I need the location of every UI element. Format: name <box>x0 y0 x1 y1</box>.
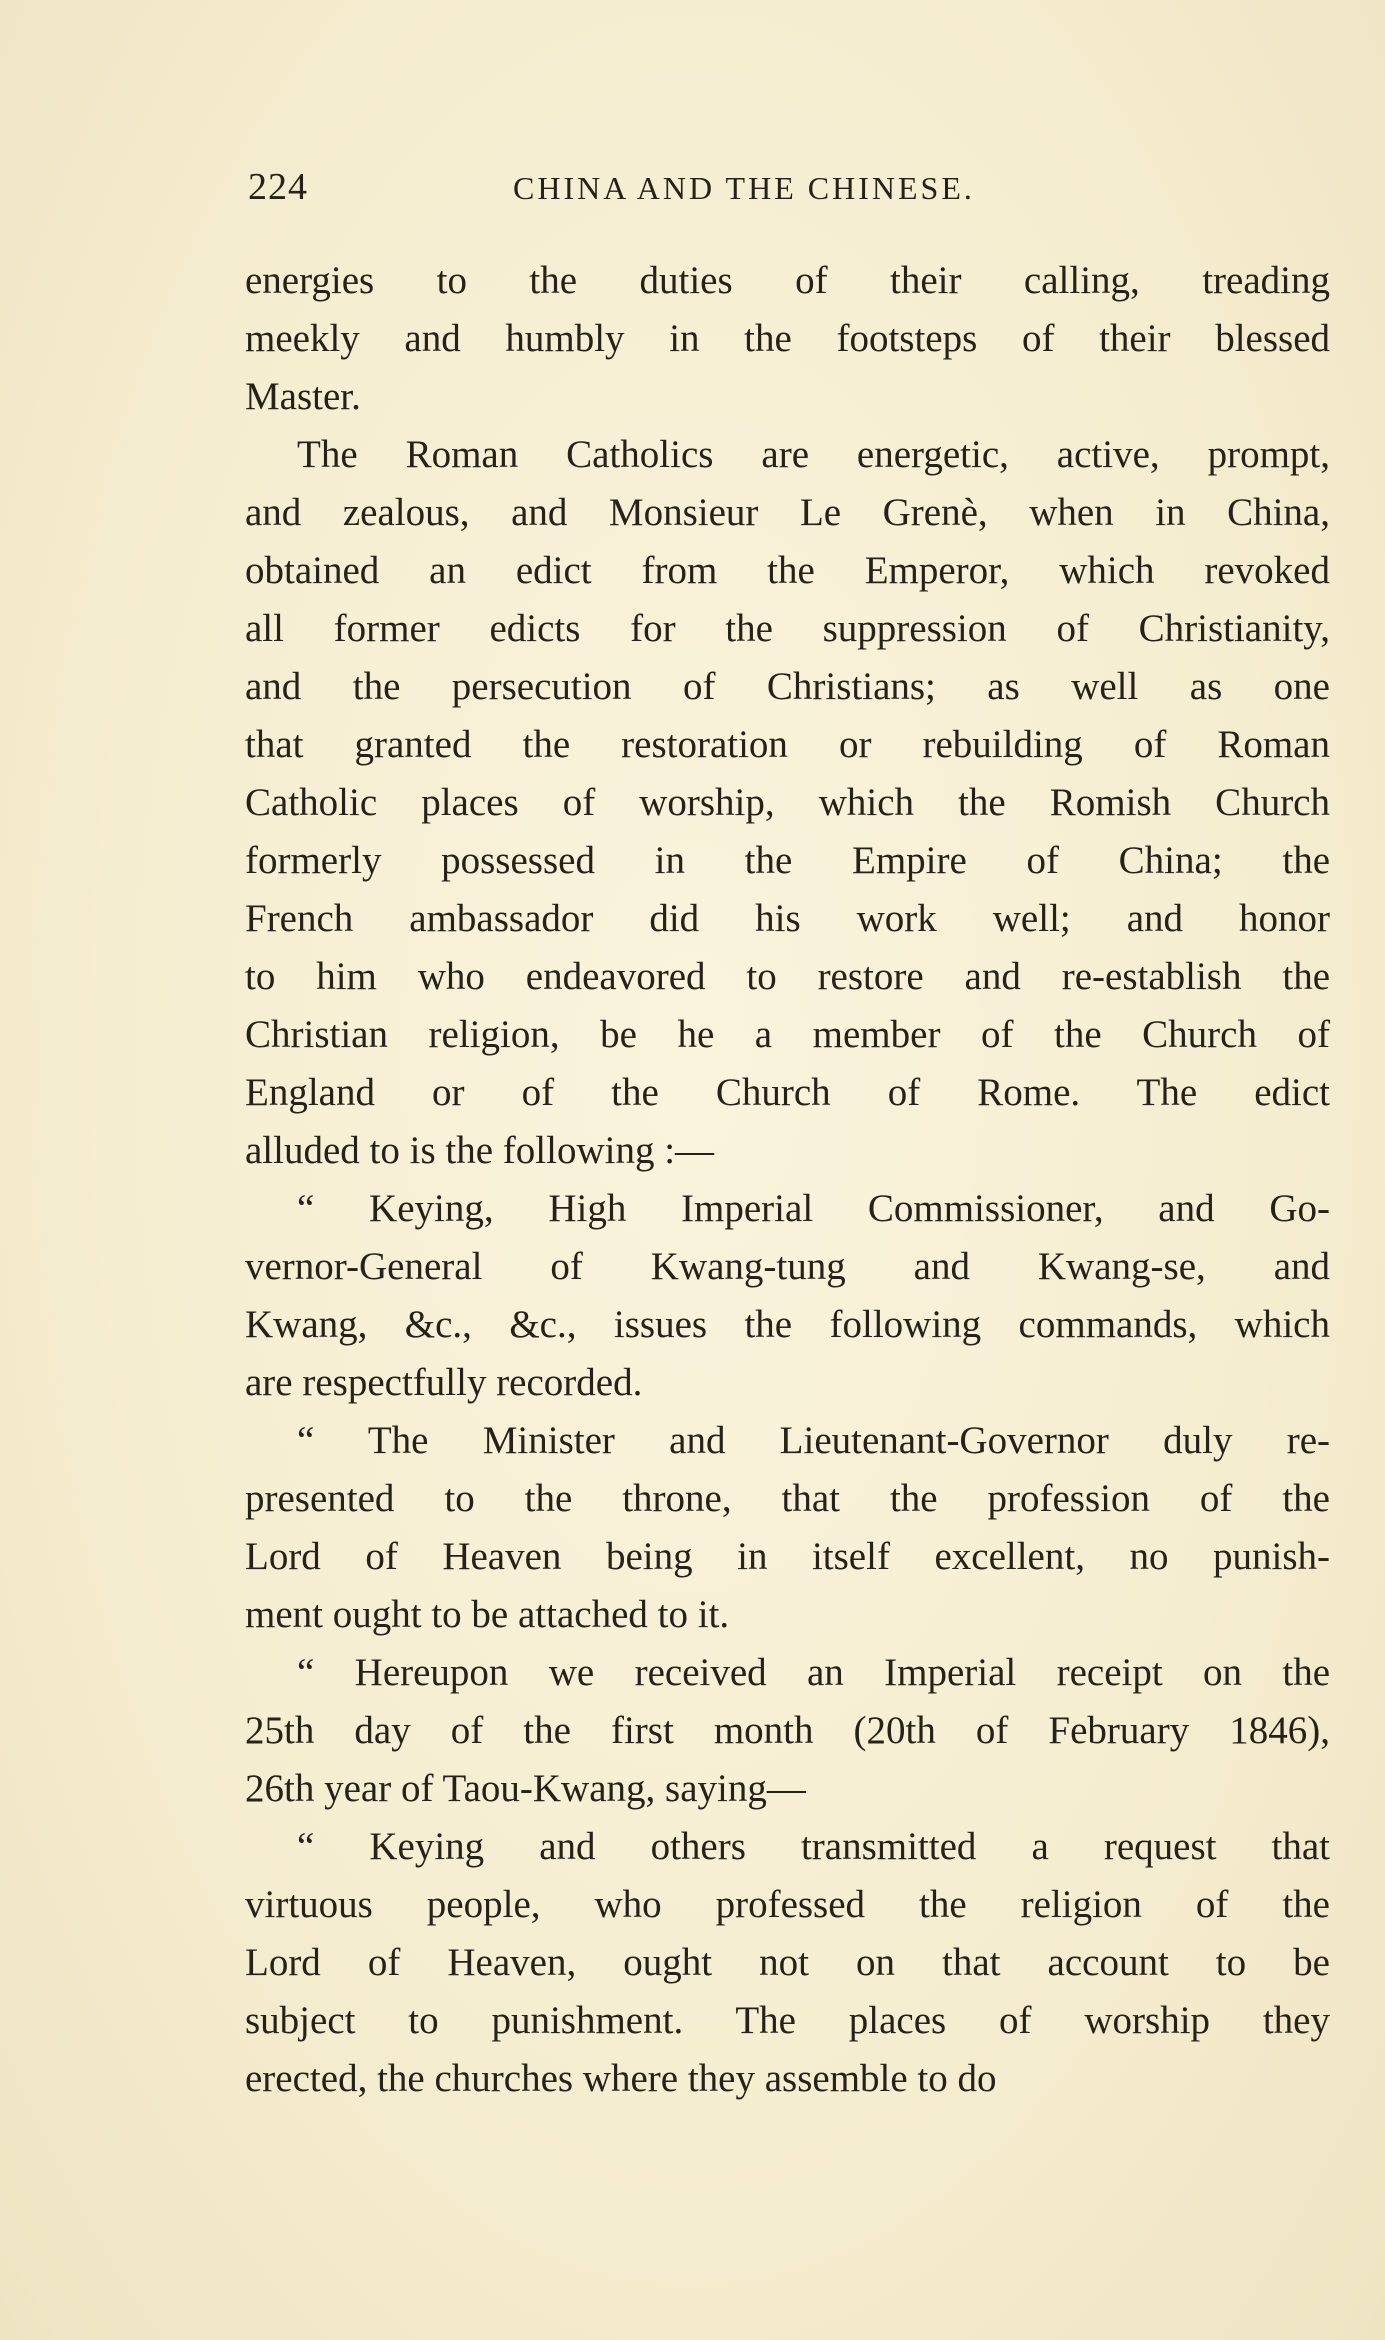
paragraph <box>245 1644 1330 1818</box>
text-line: “ Hereupon we received an Imperial receipt on the <box>297 1651 1330 1694</box>
paragraph <box>245 1180 1330 1412</box>
text-line: erected, the churches where they assemble to do <box>245 2057 997 2100</box>
text-line: subject to punishment. The places of worship they <box>245 1999 1330 2042</box>
text-line: England or of the Church of Rome. The edict <box>245 1071 1330 1114</box>
text-line: Catholic places of worship, which the Romish Church <box>245 781 1330 824</box>
text-line: and zealous, and Monsieur Le Grenè, when in China, <box>245 491 1330 534</box>
text-line: “ Keying and others transmitted a request that <box>297 1825 1330 1868</box>
text-line: The Roman Catholics are energetic, active, prompt, <box>297 433 1330 476</box>
text-line: Christian religion, be he a member of the Church of <box>245 1013 1330 1056</box>
running-head <box>248 165 1330 215</box>
paragraph <box>245 1412 1330 1644</box>
text-line: energies to the duties of their calling, treading <box>245 259 1330 302</box>
text-line: are respectfully recorded. <box>245 1361 643 1404</box>
text-line: meekly and humbly in the footsteps of their blessed <box>245 317 1330 360</box>
paragraph <box>245 252 1330 426</box>
text-line: “ Keying, High Imperial Commissioner, and Go- <box>297 1187 1330 1230</box>
text-line: to him who endeavored to restore and re-establish the <box>245 955 1330 998</box>
text-line: “ The Minister and Lieutenant-Governor duly re- <box>297 1419 1330 1462</box>
text-line: French ambassador did his work well; and honor <box>245 897 1330 940</box>
text-line: Lord of Heaven, ought not on that account to be <box>245 1941 1330 1984</box>
text-line: that granted the restoration or rebuilding of Roman <box>245 723 1330 766</box>
text-line: Kwang, &c., &c., issues the following commands, which <box>245 1303 1330 1346</box>
text-line: obtained an edict from the Emperor, which revoked <box>245 549 1330 592</box>
text-line: 25th day of the first month (20th of February 1846), <box>245 1709 1330 1752</box>
text-line: ment ought to be attached to it. <box>245 1593 730 1636</box>
page-number: 224 <box>248 166 308 208</box>
text-line: Master. <box>245 375 361 418</box>
text-line: formerly possessed in the Empire of China; the <box>245 839 1330 882</box>
text-line: presented to the throne, that the profession of the <box>245 1477 1330 1520</box>
text-line: vernor-General of Kwang-tung and Kwang-se, and <box>245 1245 1330 1288</box>
body-text <box>245 252 1330 2108</box>
paragraph <box>245 426 1330 1180</box>
text-line: and the persecution of Christians; as well as one <box>245 665 1330 708</box>
text-line: 26th year of Taou-Kwang, saying— <box>245 1767 806 1810</box>
text-line: Lord of Heaven being in itself excellent, no punish- <box>245 1535 1330 1578</box>
text-line: virtuous people, who professed the religion of the <box>245 1883 1330 1926</box>
running-title: CHINA AND THE CHINESE. <box>513 170 975 206</box>
text-line: alluded to is the following :— <box>245 1129 715 1172</box>
paragraph <box>245 1818 1330 2108</box>
text-line: all former edicts for the suppression of Christianity, <box>245 607 1330 650</box>
